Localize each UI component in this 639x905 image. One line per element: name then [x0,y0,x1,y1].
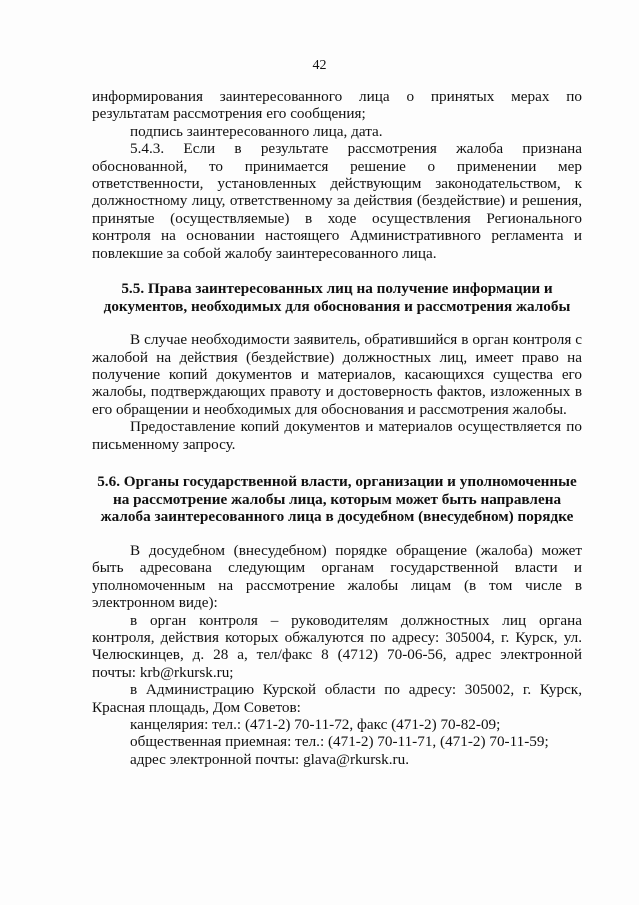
section-heading-5-6: 5.6. Органы государственной власти, организации и уполномоченные на рассмотрение жалобы лица, которым может быть направлена жалоба заинтересованного лица в досудебном (внесудебном) порядке [97,473,577,526]
paragraph-5-4-3: 5.4.3. Если в результате рассмотрения жалоба признана обоснованной, то принимается решение о применении мер ответственности, установленных действующим законодательством, к должностному лицу, ответственному за действия (бездействие) и решения, принятые (осуществляемые) в ходе осуществления Регионального контроля на основании настоящего Административного регламента и повлекшие за собой жалобу заинтересованного лица. [92,140,582,262]
paragraph-5-5-written-request: Предоставление копий документов и материалов осуществляется по письменному запросу. [92,418,582,453]
paragraph-informing: информирования заинтересованного лица о принятых мерах по результатам рассмотрения его сообщения; [92,88,582,123]
paragraph-5-6-chancellery: канцелярия: тел.: (471-2) 70-11-72, факс (471-2) 70-82-09; [130,715,501,733]
page-number: 42 [312,58,327,73]
paragraph-5-6-email: адрес электронной почты: glava@rkursk.ru. [130,750,409,768]
paragraph-5-6-intro: В досудебном (внесудебном) порядке обращение (жалоба) может быть адресована следующим органам государственной власти и уполномоченным на рассмотрение жалобы лицам (в том числе в электронном виде): [92,541,582,612]
page-content [92,88,582,768]
paragraph-5-5-right-to-copies: В случае необходимости заявитель, обратившийся в орган контроля с жалобой на действия (бездействие) должностных лиц, имеет право на получение копий документов и материалов, касающихся существа его жалобы, подтверждающих правоту и достоверность фактов, изложенных в его обращении и необходимых для обоснования и рассмотрения жалобы. [92,331,582,418]
paragraph-5-6-administration: в Администрацию Курской области по адресу: 305002, г. Курск, Красная площадь, Дом Советов: [92,681,582,716]
paragraph-5-6-public-reception: общественная приемная: тел.: (471-2) 70-11-71, (471-2) 70-11-59; [130,733,549,751]
paragraph-5-6-control-body: в орган контроля – руководителям должностных лиц органа контроля, действия которых обжалуются по адресу: 305004, г. Курск, ул. Челюскинцев, д. 28 а, тел/факс 8 (4712) 70-06-56, адрес электронной почты: krb@rkursk.ru; [92,611,582,681]
paragraph-signature: подпись заинтересованного лица, дата. [130,122,383,140]
section-heading-5-5: 5.5. Права заинтересованных лиц на получение информации и документов, необходимых для обоснования и рассмотрения жалобы [103,280,571,315]
